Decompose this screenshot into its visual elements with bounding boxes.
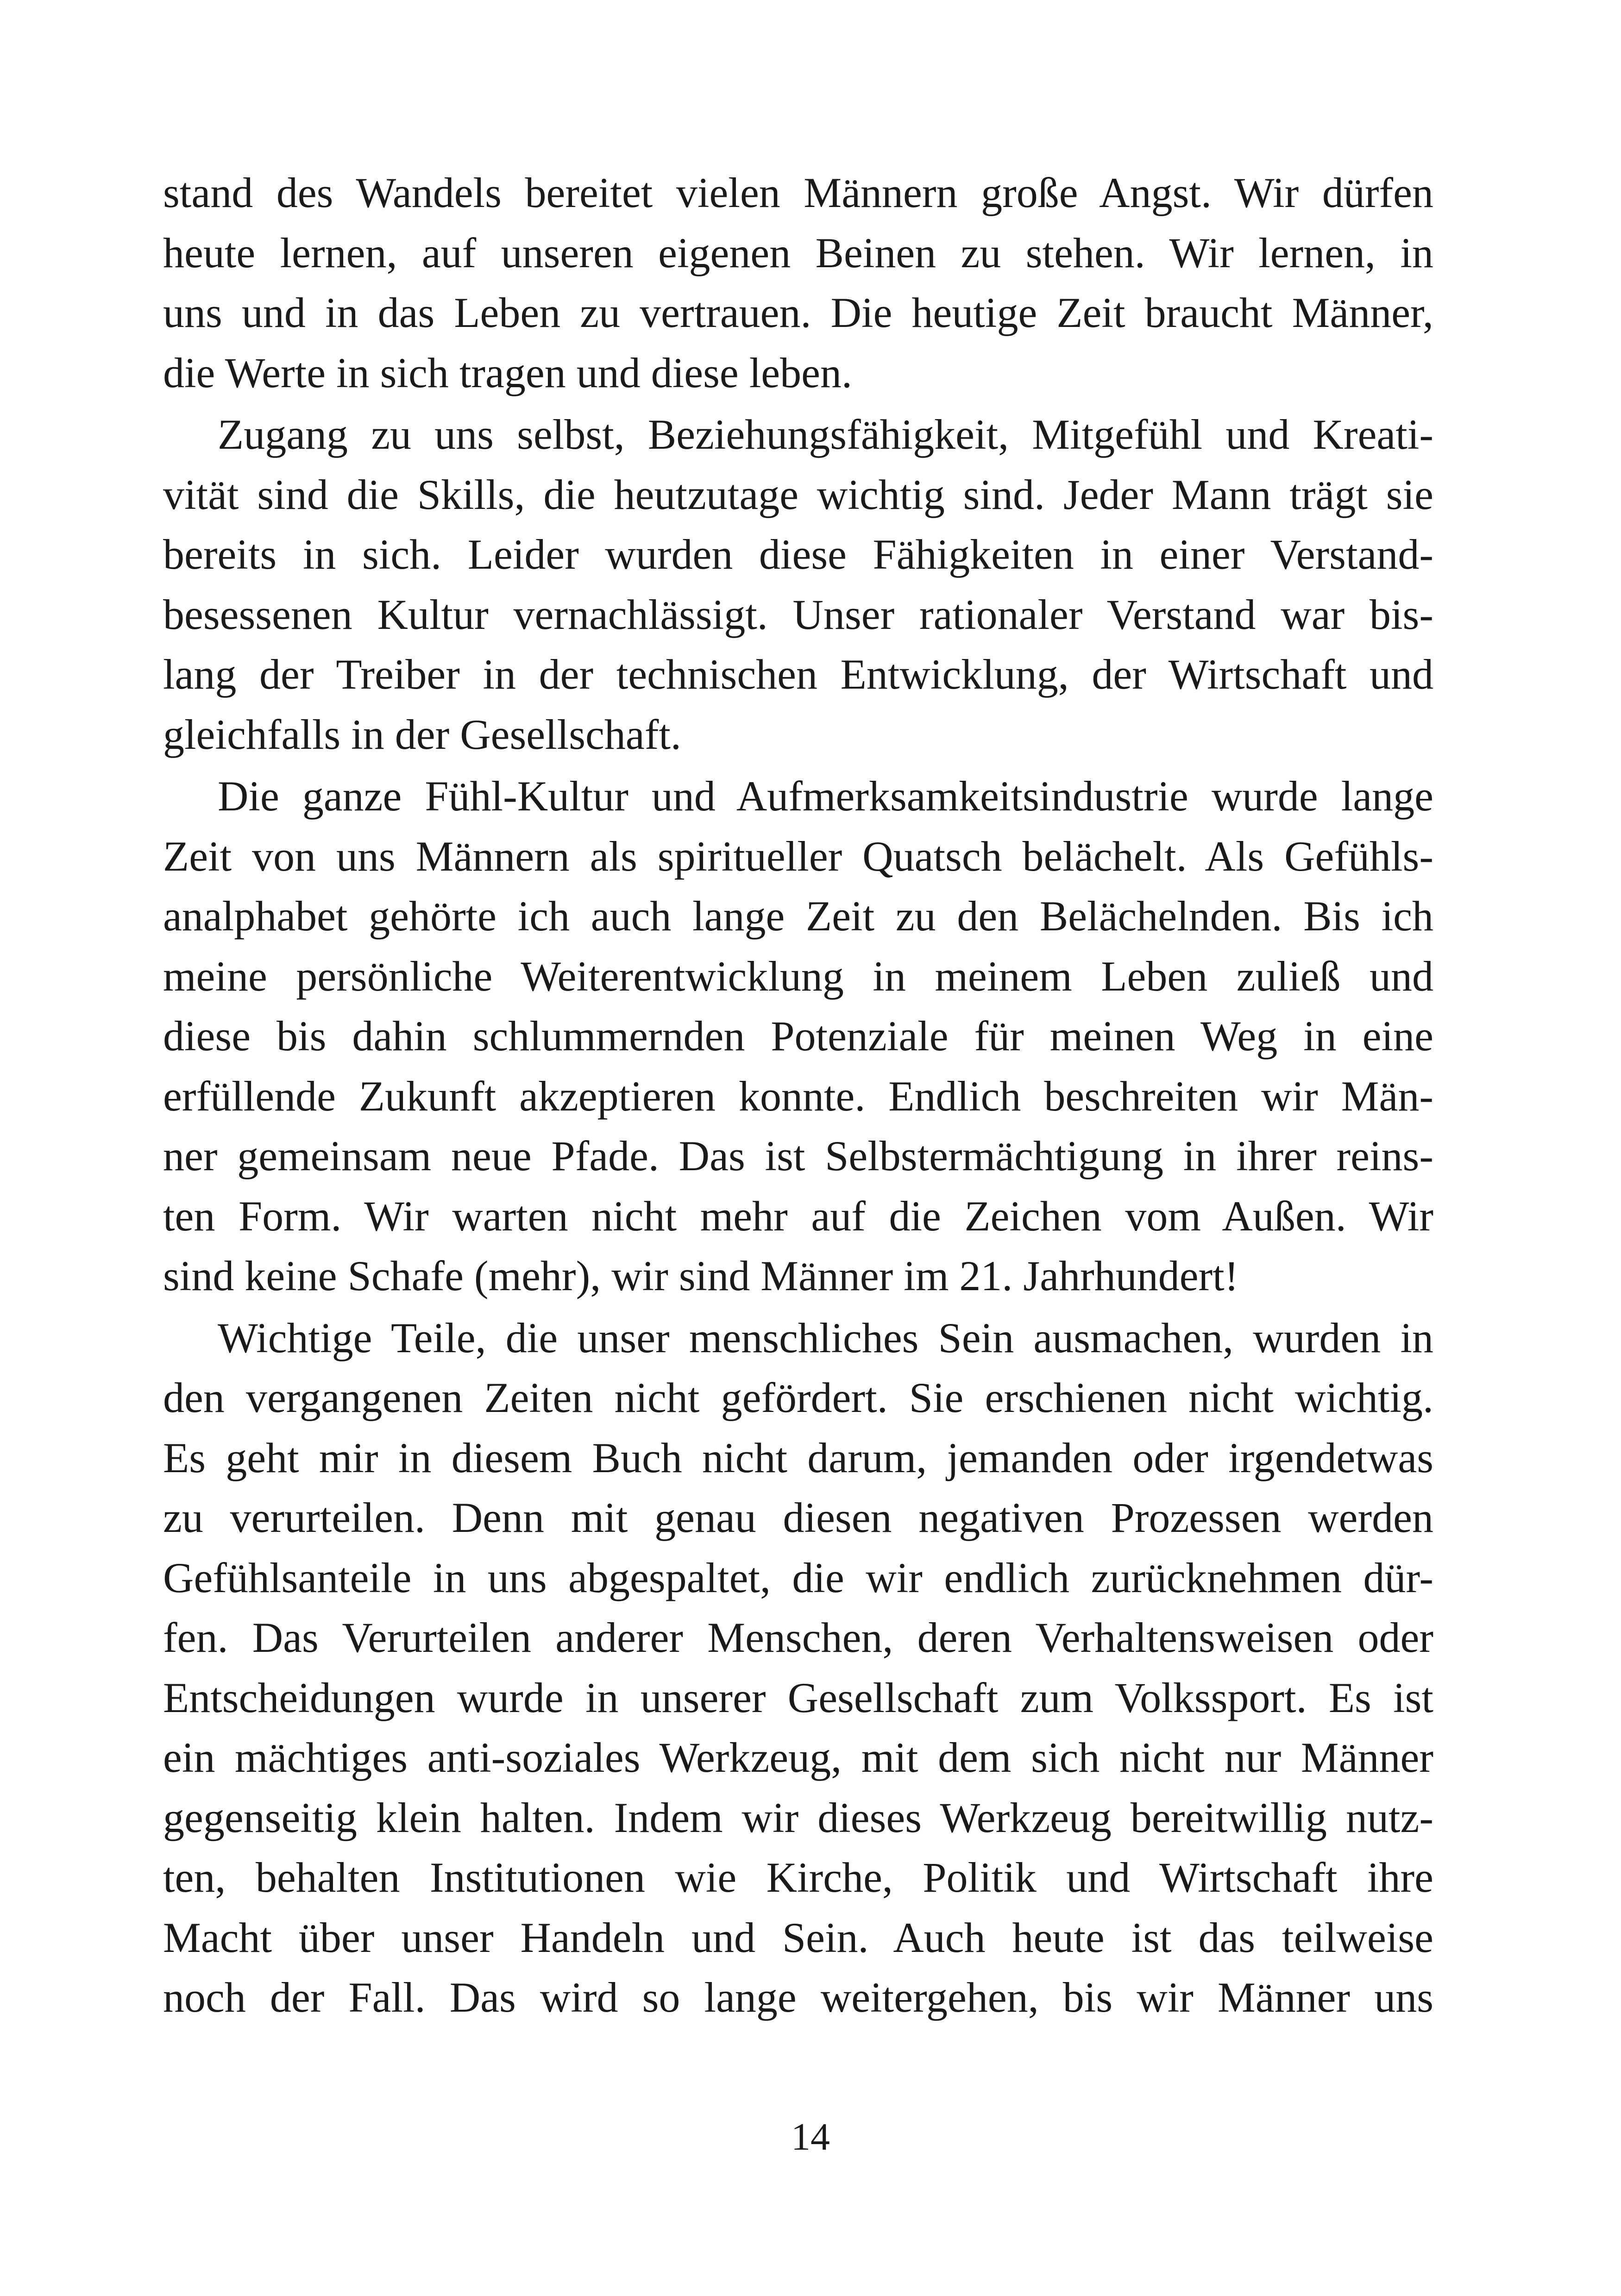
text-line: Macht über unser Handeln und Sein. Auch heute ist das teilweise (163, 1913, 1433, 1961)
text-line: noch der Fall. Das wird so lange weitergehen, bis wir Männer uns (163, 1974, 1433, 2021)
text-line: stand des Wandels bereitet vielen Männern große Angst. Wir dürfen (163, 169, 1433, 216)
text-line: die Werte in sich tragen und diese leben. (163, 349, 852, 396)
text-line: fen. Das Verurteilen anderer Menschen, deren Verhaltensweisen oder (163, 1614, 1433, 1661)
text-line: ein mächtiges anti-soziales Werkzeug, mit dem sich nicht nur Männer (163, 1734, 1433, 1781)
paragraph-2 (163, 405, 1433, 765)
text-line: diese bis dahin schlummernden Potenziale für meinen Weg in eine (163, 1012, 1433, 1060)
text-line: zu verurteilen. Denn mit genau diesen negativen Prozessen werden (163, 1494, 1433, 1541)
text-line: heute lernen, auf unseren eigenen Beinen zu stehen. Wir lernen, in (163, 229, 1433, 276)
text-line: gegenseitig klein halten. Indem wir dieses Werkzeug bereitwillig nutz- (163, 1794, 1433, 1841)
text-line: bereits in sich. Leider wurden diese Fähigkeiten in einer Verstand- (163, 531, 1433, 578)
paragraph-4 (163, 1308, 1433, 2028)
text-line: Entscheidungen wurde in unserer Gesellschaft zum Volkssport. Es ist (163, 1674, 1433, 1721)
text-line: Die ganze Fühl-Kultur und Aufmerksamkeitsindustrie wurde lange (218, 772, 1433, 820)
text-line: sind keine Schafe (mehr), wir sind Männer im 21. Jahrhundert! (163, 1252, 1239, 1299)
text-line: Gefühlsanteile in uns abgespaltet, die wir endlich zurücknehmen dür- (163, 1554, 1433, 1601)
text-line: ten Form. Wir warten nicht mehr auf die Zeichen vom Außen. Wir (163, 1192, 1433, 1240)
text-line: Wichtige Teile, die unser menschliches Sein ausmachen, wurden in (218, 1314, 1433, 1361)
page-number: 14 (791, 2115, 830, 2158)
body-text (163, 163, 1433, 2028)
text-line: Zugang zu uns selbst, Beziehungsfähigkeit, Mitgefühl und Kreati- (218, 411, 1433, 458)
text-line: erfüllende Zukunft akzeptieren konnte. Endlich beschreiten wir Män- (163, 1072, 1433, 1120)
text-line: uns und in das Leben zu vertrauen. Die heutige Zeit braucht Männer, (163, 289, 1433, 336)
text-line: ner gemeinsam neue Pfade. Das ist Selbstermächtigung in ihrer reins- (163, 1132, 1433, 1179)
text-line: gleichfalls in der Gesellschaft. (163, 710, 681, 758)
text-line: lang der Treiber in der technischen Entwicklung, der Wirtschaft und (163, 651, 1433, 698)
text-line: analphabet gehörte ich auch lange Zeit zu den Belächelnden. Bis ich (163, 892, 1433, 940)
paragraph-1 (163, 163, 1433, 403)
text-line: ten, behalten Institutionen wie Kirche, Politik und Wirtschaft ihre (163, 1854, 1433, 1901)
text-line: vität sind die Skills, die heutzutage wichtig sind. Jeder Mann trägt sie (163, 470, 1433, 518)
text-line: Es geht mir in diesem Buch nicht darum, jemanden oder irgendetwas (163, 1434, 1433, 1481)
text-line: den vergangenen Zeiten nicht gefördert. Sie erschienen nicht wichtig. (163, 1374, 1433, 1421)
text-line: besessenen Kultur vernachlässigt. Unser rationaler Verstand war bis- (163, 590, 1433, 638)
text-line: Zeit von uns Männern als spiritueller Quatsch belächelt. Als Gefühls- (163, 832, 1433, 880)
paragraph-3 (163, 766, 1433, 1306)
text-line: meine persönliche Weiterentwicklung in meinem Leben zuließ und (163, 952, 1433, 1000)
